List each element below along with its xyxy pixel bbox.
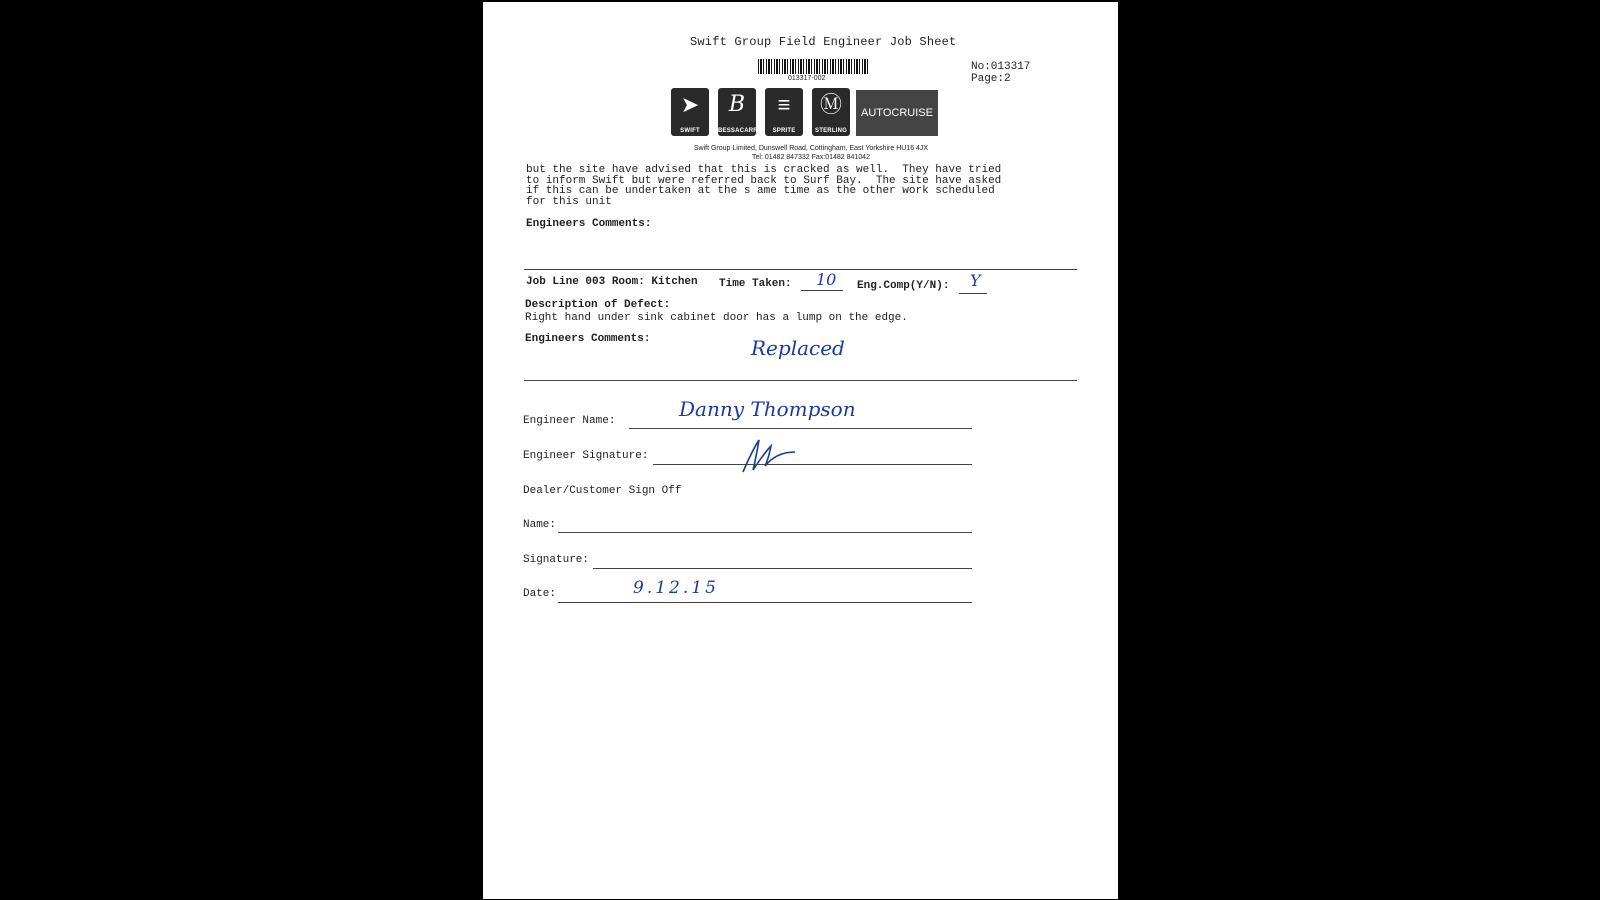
page-number: Page:2	[971, 73, 1011, 85]
barcode	[758, 59, 868, 74]
customer-name-label: Name:	[523, 519, 557, 531]
eng-comp-line	[959, 293, 987, 294]
s-stripes-icon: ≡	[777, 92, 791, 117]
defect-label: Description of Defect:	[525, 299, 671, 311]
engineer-signature-mark	[735, 434, 803, 478]
date-value: 9.12.15	[633, 578, 719, 598]
company-phone: Tel: 01482 847332 Fax:01482 841042	[752, 154, 870, 161]
company-address: Swift Group Limited, Dunswell Road, Cottingham, East Yorkshire HU16 4JX	[693, 145, 929, 152]
date-line	[558, 602, 972, 603]
customer-signature-line	[593, 568, 972, 569]
sheet-title: Swift Group Field Engineer Job Sheet	[690, 35, 957, 49]
engineers-comments-label: Engineers Comments:	[525, 333, 651, 345]
prev-engineers-comments-label: Engineers Comments:	[526, 218, 652, 230]
engineer-name-line	[629, 428, 972, 429]
engineer-name-value: Danny Thompson	[679, 397, 856, 421]
swift-logo: ➤ SWIFT	[671, 88, 709, 136]
time-taken-value: 10	[816, 270, 837, 289]
engineer-signature-label: Engineer Signature:	[523, 450, 649, 462]
customer-name-line	[558, 532, 972, 533]
divider	[524, 269, 1077, 270]
continued-text: but the site have advised that this is cracked as well. They have tried to inform Swift but were referred back to Surf Bay. The site have asked if this can be undertaken at the s ame time as the other work scheduled for this unit	[526, 164, 1002, 208]
eng-comp-value: Y	[970, 271, 981, 290]
customer-signature-label: Signature:	[523, 554, 590, 566]
company-address-block	[666, 144, 956, 162]
sprite-logo: ≡ SPRITE	[765, 88, 803, 136]
doc-number: No:013317	[971, 61, 1031, 73]
job-sheet-page	[483, 2, 1118, 899]
divider	[524, 380, 1077, 381]
b-monogram-icon: B	[728, 92, 746, 117]
defect-text: Right hand under sink cabinet door has a lump on the edge.	[525, 312, 908, 324]
autocruise-logo: AUTOCRUISE	[856, 90, 938, 136]
engineer-name-label: Engineer Name:	[523, 415, 616, 427]
s-circle-icon: Ⓜ	[819, 92, 842, 117]
engineer-signature-line	[653, 464, 972, 465]
job-line-label: Job Line 003 Room: Kitchen	[526, 276, 698, 288]
time-taken-line	[801, 290, 843, 291]
sterling-logo: Ⓜ STERLING	[812, 88, 850, 136]
time-taken-label: Time Taken:	[719, 278, 792, 290]
engineers-comments-value: Replaced	[751, 336, 845, 360]
bessacarr-logo: B BESSACARR	[718, 88, 756, 136]
dealer-signoff-label: Dealer/Customer Sign Off	[523, 485, 682, 497]
swallow-icon: ➤	[680, 92, 700, 117]
barcode-number: 013317-002	[788, 75, 826, 82]
date-label: Date:	[523, 588, 557, 600]
eng-comp-label: Eng.Comp(Y/N):	[857, 280, 950, 292]
doc-number-block	[971, 61, 1030, 85]
